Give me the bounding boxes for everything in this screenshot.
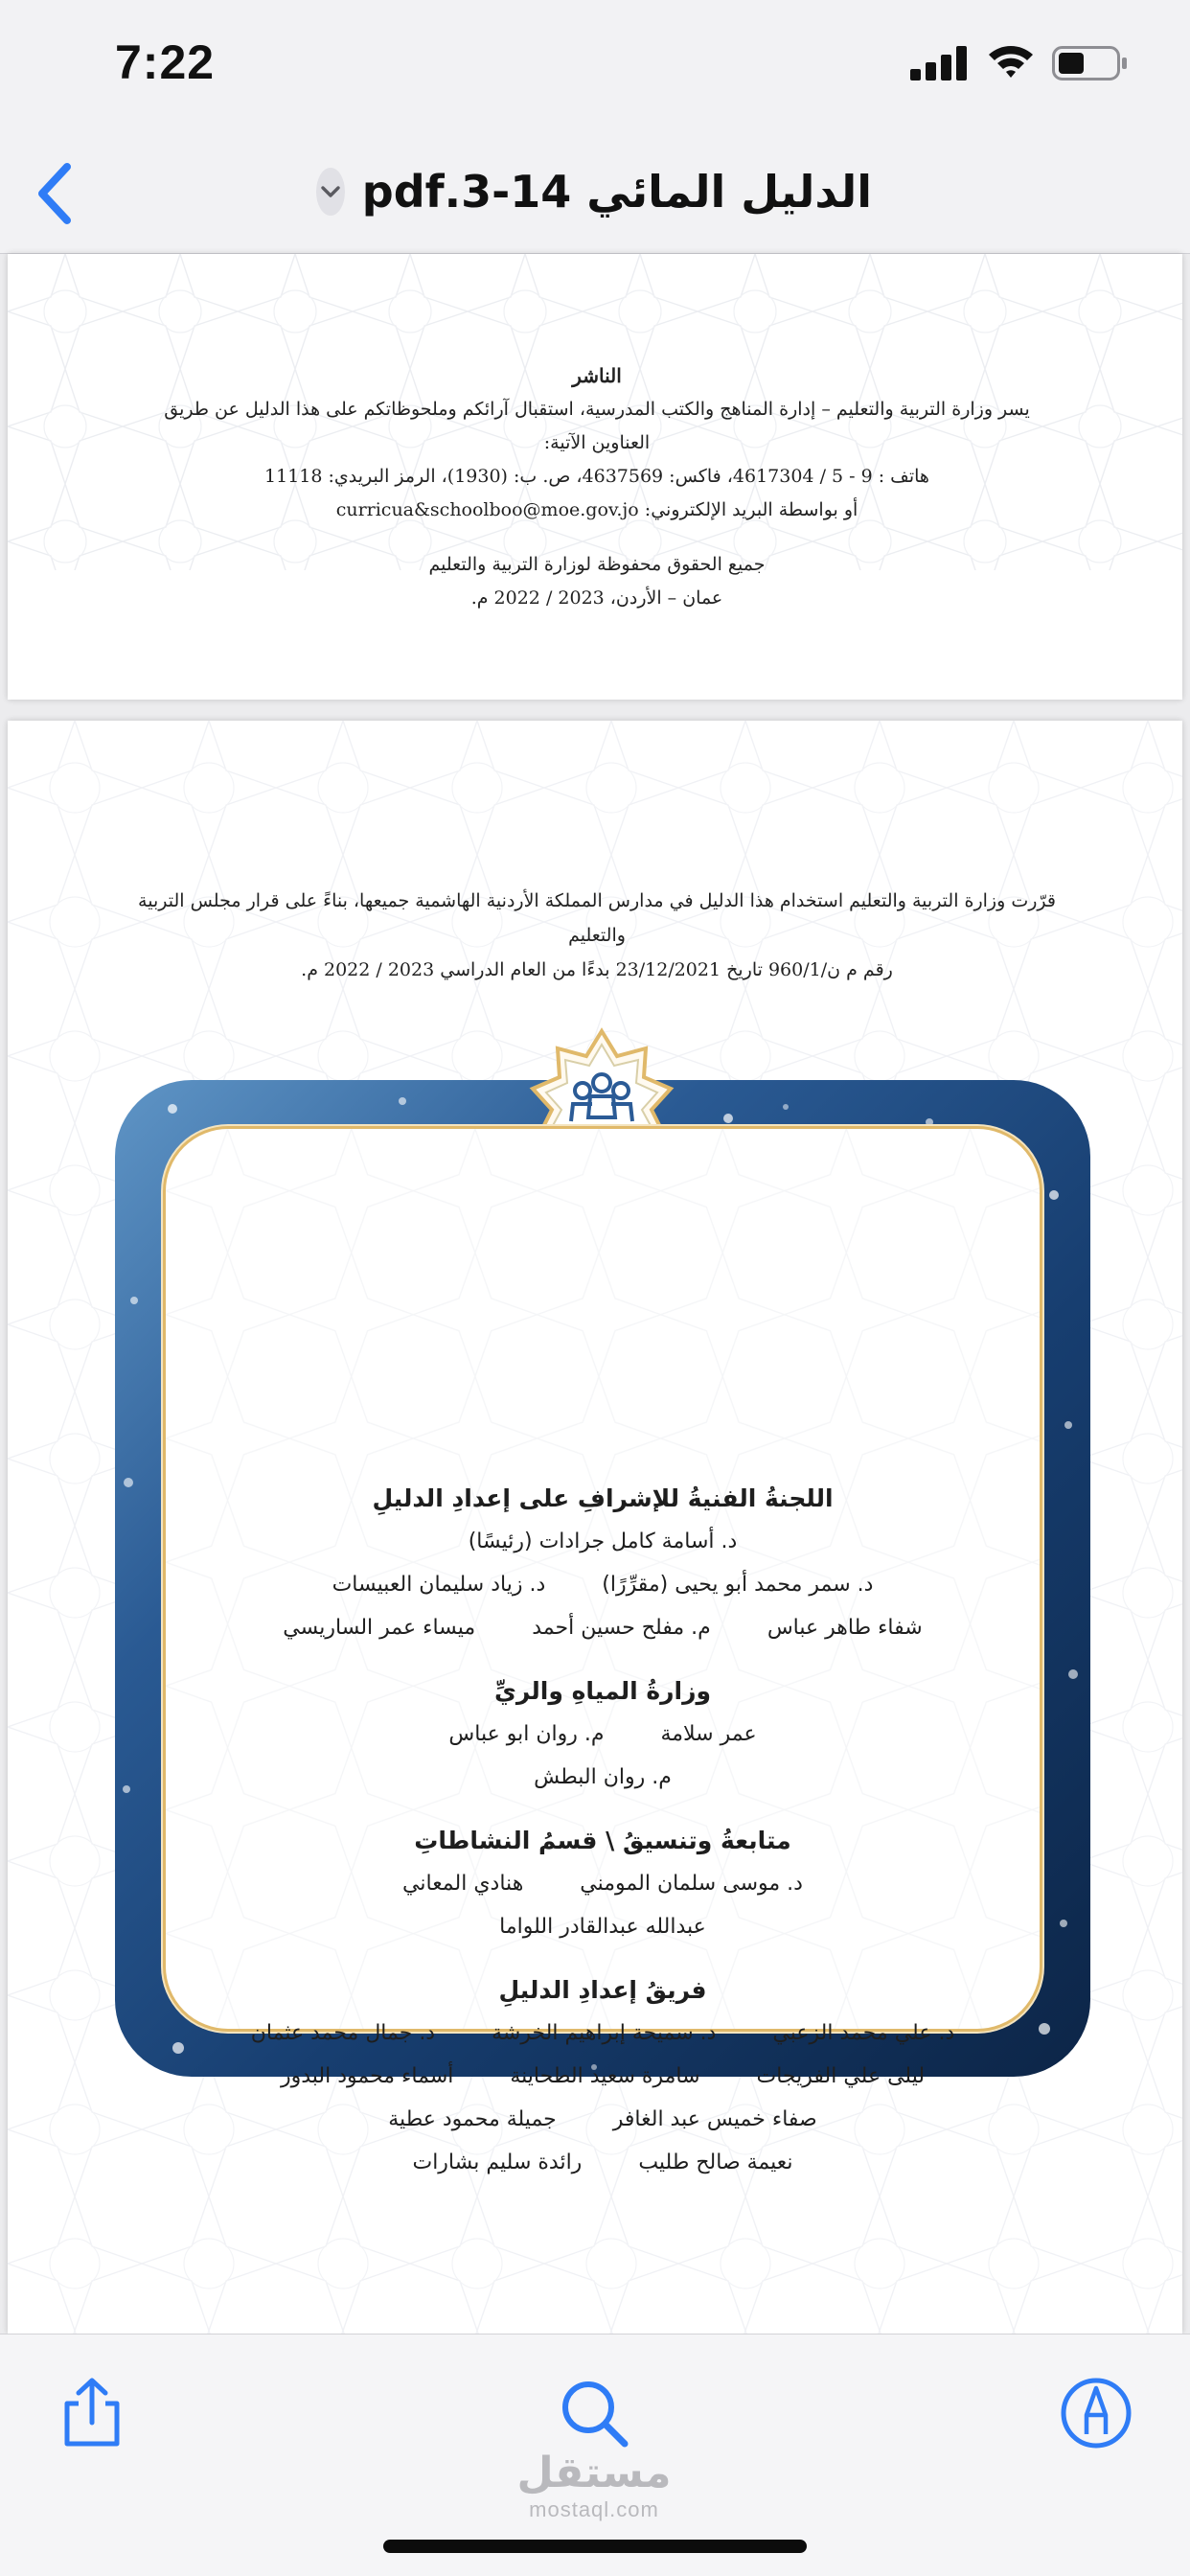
credit-name: هنادي المعاني <box>402 1872 524 1896</box>
credit-name: عمر سلامة <box>660 1722 757 1746</box>
watermark-latin: mostaql.com <box>529 2497 659 2521</box>
credit-name: ميساء عمر الساريسي <box>283 1616 476 1640</box>
search-icon[interactable] <box>556 2375 632 2451</box>
credit-name: د. موسى سلمان المومني <box>580 1872 803 1896</box>
cellular-signal-icon <box>910 46 970 80</box>
credit-name: م. مفلح حسين أحمد <box>532 1616 711 1640</box>
share-icon[interactable] <box>54 2375 130 2451</box>
pdf-page-publisher <box>8 254 1182 700</box>
credit-line <box>163 1520 1042 1563</box>
credit-line <box>163 1563 1042 1606</box>
credit-line <box>163 1756 1042 1799</box>
credit-name: د. جمال محمد عثمان <box>250 2021 436 2045</box>
credit-name: نعيمة صالح طليب <box>638 2150 793 2174</box>
markup-pen-icon[interactable] <box>1058 2375 1134 2451</box>
rights-line: جميع الحقوق محفوظة لوزارة التربية والتعليم <box>428 554 766 575</box>
credit-line <box>163 1713 1042 1756</box>
credit-name: أسماء محمود البدور <box>280 2064 454 2088</box>
credit-name: رائدة سليم بشارات <box>412 2150 583 2174</box>
publisher-block <box>151 359 1042 615</box>
bottom-toolbar <box>0 2334 1190 2576</box>
wifi-icon <box>987 42 1035 80</box>
followup-title: متابعةُ وتنسيقُ \ قسمُ النشاطاتِ <box>414 1827 791 1854</box>
place-line: عمان – الأردن، 2023 / 2022 م. <box>470 587 723 609</box>
credit-name: د. علي محمد الزعبي <box>772 2021 955 2045</box>
navigation-bar <box>0 134 1190 254</box>
credit-line <box>163 1606 1042 1649</box>
credit-name: د. زياد سليمان العبيسات <box>332 1573 546 1597</box>
credit-name: عبدالله عبدالقادر اللواما <box>499 1915 706 1939</box>
ministry-title: وزارةُ المياهِ والريِّ <box>493 1677 712 1705</box>
document-title: الدليل المائي 14-3.pdf <box>361 166 872 218</box>
credit-name: سامرة سعيد الطحاينة <box>510 2064 700 2088</box>
credit-name: جميلة محمود عطية <box>388 2107 557 2131</box>
status-bar <box>0 0 1190 134</box>
decision-line: رقم م ن/960/1 تاريخ 23/12/2021 بدءًا من العام الدراسي 2023 / 2022 م. <box>301 959 893 980</box>
credit-line <box>163 2012 1042 2055</box>
credit-name: د. سميحة إبراهيم الخرشة <box>492 2021 717 2045</box>
publisher-line: هاتف : 9 - 5 / 4617304، فاكس: 4637569، ص. ب: (1930)، الرمز البريدي: 11118 <box>264 466 929 487</box>
watermark-arabic: مستقل <box>516 2449 672 2497</box>
credit-line <box>163 2055 1042 2098</box>
chevron-down-icon <box>320 185 341 198</box>
credit-line <box>163 2098 1042 2141</box>
publisher-line: أو بواسطة البريد الإلكتروني: curricua&schoolboo@moe.gov.jo <box>335 499 858 520</box>
credit-name: شفاء طاهر عباس <box>767 1616 923 1640</box>
credit-name: م. روان ابو عباس <box>448 1722 605 1746</box>
credit-name: ليلى علي الفريجات <box>756 2064 926 2088</box>
credit-name: د. أسامة كامل جرادات (رئيسًا) <box>468 1530 738 1553</box>
credit-line <box>163 2141 1042 2184</box>
battery-icon <box>1052 46 1129 80</box>
credit-line <box>163 1905 1042 1948</box>
document-title-menu[interactable] <box>316 153 872 230</box>
credit-name: م. روان البطش <box>534 1765 672 1789</box>
credit-line <box>163 1862 1042 1905</box>
decision-line: قرّرت وزارة التربية والتعليم استخدام هذا الدليل في مدارس المملكة الأردنية الهاشمية جميعها، بناءً على قرار مجلس التربية والتعليم <box>138 890 1056 946</box>
credit-name: صفاء خميس عبد الغافر <box>612 2107 817 2131</box>
committee-title: اللجنةُ الفنيةُ للإشرافِ على إعدادِ الدليلِ <box>372 1484 834 1512</box>
status-time: 7:22 <box>115 35 216 89</box>
team-title: فريقُ إعدادِ الدليلِ <box>498 1976 707 2004</box>
title-menu-button[interactable] <box>316 168 345 216</box>
chevron-left-icon[interactable] <box>29 155 82 232</box>
decision-block <box>113 884 1081 987</box>
pdf-page-credits <box>8 721 1182 2334</box>
publisher-line: يسر وزارة التربية والتعليم – إدارة المناهج والكتب المدرسية، استقبال آرائكم وملحوظاتكم على هذا الدليل عن طريق العناوين الآتية: <box>164 399 1030 453</box>
publisher-title: الناشر <box>572 364 622 387</box>
pdf-viewer[interactable] <box>0 254 1190 2334</box>
watermark <box>489 2450 699 2522</box>
credits-content <box>163 1478 1042 2184</box>
home-indicator[interactable] <box>383 2540 807 2553</box>
credit-name: د. سمر محمد أبو يحيى (مقرِّرًا) <box>602 1573 874 1597</box>
